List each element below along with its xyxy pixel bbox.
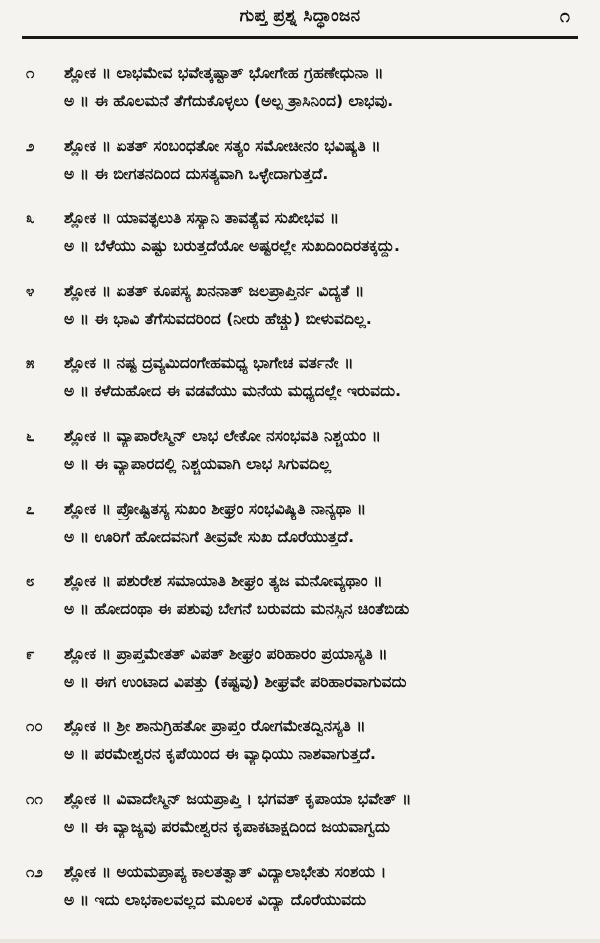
book-title: ಗುಪ್ತ ಪ್ರಶ್ನ ಸಿದ್ಧಾಂಜನ	[239, 6, 361, 26]
meaning-text: ಅ ॥ ಈ ಹೊಲಮನೆ ತೆಗೆದುಕೊಳ್ಳಲು (ಅಲ್ಪ ತ್ರಾಸಿನಿಂದ) ಲಾಭವು.	[64, 92, 394, 110]
sloka-entry	[0, 58, 600, 131]
meaning-text: ಅ ॥ ಈ ಭಾವಿ ತೆಗೆಸುವದರಿಂದ (ನೀರು ಹೆಚ್ಚು) ಬೀಳುವದಿಲ್ಲ.	[64, 309, 372, 328]
entry-number: ೩	[26, 209, 35, 228]
sloka-entry	[0, 203, 600, 276]
entry-number: ೬	[26, 426, 35, 445]
sloka-text: ಶ್ಲೋಕ ॥ ಲಾಭಮೇವ ಭವೇತ್ಕಷ್ಟಾತ್ ಭೋಗೇಹ ಗ್ರಹಣೇಧುನಾ ॥	[64, 64, 384, 82]
sloka-entry	[0, 348, 600, 421]
sloka-text: ಶ್ಲೋಕ ॥ ಏತತ್ ಕೂಪಸ್ಯ ಖನನಾತ್ ಜಲಪ್ರಾಪ್ತಿರ್ನ ವಿದ್ಯತೆ ॥	[64, 281, 365, 300]
sloka-entry	[0, 494, 600, 567]
entry-number: ೭	[26, 499, 35, 518]
meaning-text: ಅ ॥ ಈ ವ್ಯಾಪಾರದಲ್ಲಿ ನಿಶ್ಚಯವಾಗಿ ಲಾಭ ಸಿಗುವದಿಲ್ಲ	[64, 454, 332, 473]
entry-number: ೧೧	[26, 789, 43, 808]
sloka-text: ಶ್ಲೋಕ ॥ ಪ್ರಾಪ್ತಮೇತತ್ ವಿಪತ್ ಶೀಘ್ರಂ ಪರಿಹಾರಂ ಪ್ರಯಾಸ್ಯತಿ ॥	[64, 644, 388, 663]
entry-number: ೧೨	[26, 862, 43, 881]
meaning-text: ಅ ॥ ಕಳೆದುಹೋದ ಈ ವಡವೆಯು ಮನೆಯ ಮಧ್ಯದಲ್ಲೇ ಇರುವದು.	[64, 382, 401, 401]
sloka-text: ಶ್ಲೋಕ ॥ ಶ್ರೀ ಶಾನುಗ್ರಿಹತೋ ಪ್ರಾಪ್ತಂ ರೋಗಮೇತದ್ವಿನಸ್ಯತಿ ॥	[64, 717, 366, 736]
meaning-text: ಅ ॥ ಹೋದಂಥಾ ಈ ಪಶುವು ಬೇಗನೆ ಬರುವದು ಮನಸ್ಸಿನ ಚಿಂತೆಬಿಡು	[64, 600, 410, 619]
meaning-text: ಅ ॥ ಇದು ಲಾಭಕಾಲವಲ್ಲದ ಮೂಲಕ ವಿದ್ಯಾ ದೊರೆಯುವದು	[64, 890, 367, 909]
page-number: ೧	[559, 6, 570, 27]
sloka-text: ಶ್ಲೋಕ ॥ ಯಾವತ್ಫಲುತಿ ಸಸ್ಯಾನಿ ತಾವತ್ಯೆವ ಸುಖೀಭವ ॥	[64, 209, 340, 228]
sloka-entry	[0, 566, 600, 639]
meaning-text: ಅ ॥ ಈಗ ಉಂಟಾದ ವಿಪತ್ತು (ಕಷ್ಟವು) ಶೀಘ್ರವೇ ಪರಿಹಾರವಾಗುವದು	[64, 672, 407, 691]
sloka-text: ಶ್ಲೋಕ ॥ ಪ್ರೋಷ್ಟಿತಸ್ಯ ಸುಖಂ ಶೀಘ್ರಂ ಸಂಭವಿಷ್ಯಿತಿ ನಾನ್ಯಥಾ ॥	[64, 499, 367, 518]
sloka-text: ಶ್ಲೋಕ ॥ ಏತತ್ ಸಂಬಂಧತೋ ಸತ್ಯಂ ಸಮೋಚೀನಂ ಭವಿಷ್ಯತಿ ॥	[64, 136, 381, 155]
sloka-entry	[0, 421, 600, 494]
meaning-text: ಅ ॥ ಊರಿಗೆ ಹೋದವನಿಗೆ ತೀವ್ರವೇ ಸುಖ ದೊರೆಯುತ್ತದೆ.	[64, 527, 354, 546]
entry-number: ೮	[26, 572, 35, 591]
meaning-text: ಅ ॥ ಪರಮೇಶ್ವರನ ಕೃಪೆಯಿಂದ ಈ ವ್ಯಾಧಿಯು ನಾಶವಾಗುತ್ತದೆ.	[64, 745, 376, 764]
meaning-text: ಅ ॥ ಬೆಳೆಯು ಎಷ್ಟು ಬರುತ್ತದೆಯೋ ಅಷ್ಟರಲ್ಲೇ ಸುಖದಿಂದಿರತಕ್ಕದ್ದು.	[64, 237, 400, 256]
meaning-text: ಅ ॥ ಈ ವ್ಯಾಜ್ಯವು ಪರಮೇಶ್ವರನ ಕೃಪಾಕಟಾಕ್ಷದಿಂದ ಜಯವಾಗ್ವದು	[64, 817, 390, 836]
sloka-entry	[0, 857, 600, 930]
sloka-text: ಶ್ಲೋಕ ॥ ವ್ಯಾಪಾರೇಸ್ಮಿನ್ ಲಾಭ ಲೇಕೋ ನಸಂಭವತಿ ನಿಶ್ಚಯಂ ॥	[64, 426, 381, 445]
entry-number: ೧	[26, 64, 35, 82]
sloka-entry	[0, 131, 600, 204]
sloka-text: ಶ್ಲೋಕ ॥ ಪಶುರೇಶ ಸಮಾಯಾತಿ ಶೀಘ್ರಂ ತ್ಯಜ ಮನೋವ್ಯಥಾಂ ॥	[64, 572, 383, 591]
sloka-text: ಶ್ಲೋಕ ॥ ನಷ್ಟ ದ್ರವ್ಯಮಿದಂಗೇಹಮಧ್ಯ ಭಾಗೇಚ ವರ್ತನೇ ॥	[64, 354, 354, 373]
sloka-entry	[0, 276, 600, 349]
sloka-entry	[0, 784, 600, 857]
sloka-list	[0, 58, 600, 929]
entry-number: ೪	[26, 281, 35, 300]
header-rule	[22, 36, 578, 39]
page-bottom-edge	[0, 939, 600, 943]
entry-number: ೧೦	[26, 717, 43, 736]
entry-number: ೨	[26, 136, 35, 155]
entry-number: ೯	[26, 644, 35, 663]
sloka-text: ಶ್ಲೋಕ ॥ ಅಯಮಪ್ರಾಪ್ಯ ಕಾಲತತ್ವಾತ್ ವಿದ್ಯಾಲಾಭೇತು ಸಂಶಯ ।	[64, 862, 387, 881]
sloka-text: ಶ್ಲೋಕ ॥ ವಿವಾದೇಸ್ಮಿನ್ ಜಯಪ್ರಾಪ್ತಿ । ಭಗವತ್ ಕೃಪಾಯಾ ಭವೇತ್ ॥	[64, 789, 412, 808]
sloka-entry	[0, 639, 600, 712]
entry-number: ೫	[26, 354, 35, 373]
running-header	[22, 6, 578, 36]
sloka-entry	[0, 711, 600, 784]
meaning-text: ಅ ॥ ಈ ಬೀಗತನದಿಂದ ದುಸತ್ಯವಾಗಿ ಒಳ್ಳೇದಾಗುತ್ತದೆ.	[64, 164, 329, 183]
